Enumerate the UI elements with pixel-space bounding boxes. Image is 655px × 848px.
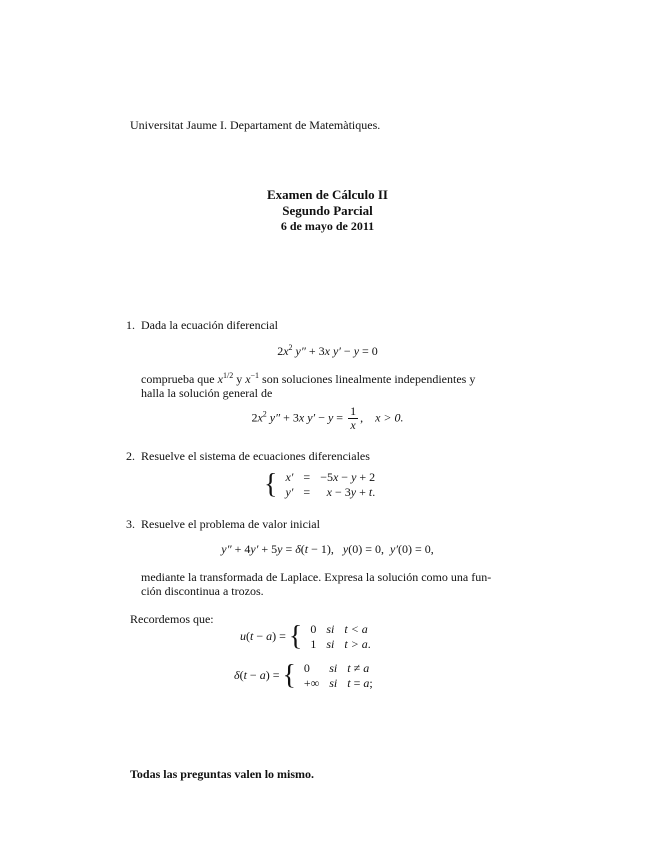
question-2-system: { x′ = −5x − y + 2 y′ = x − 3y + t. — [264, 469, 376, 500]
question-1-text-y: y — [236, 372, 243, 386]
question-1-equation: $2x^2$ y″ + 3x y′ − y = 0 — [277, 343, 378, 358]
question-3-text-a: mediante la transformada de Laplace. Expresa la solución como una fun- — [141, 570, 492, 584]
heaviside-definition: u(t − a) = { 0 si t < a 1 si t > a. — [240, 621, 371, 652]
question-2-intro: Resuelve el sistema de ecuaciones diferenciales — [141, 449, 370, 463]
question-1-intro: Dada la ecuación diferencial — [141, 318, 278, 332]
reminder-intro: Recordemos que: — [130, 612, 214, 626]
institution-header: Universitat Jaume I. Departament de Matemàtiques. — [130, 118, 381, 132]
question-3-number: 3. — [126, 517, 135, 531]
question-3-ivp: y″ + 4y′ + 5y = δ(t − 1), y(0) = 0, y′(0) = 0, — [221, 542, 434, 556]
footer-note: Todas las preguntas valen lo mismo. — [130, 767, 315, 781]
question-1-text-c: halla la solución general de — [141, 386, 273, 400]
question-1-text-a: comprueba que — [141, 372, 215, 386]
si-label: si — [329, 676, 338, 690]
si-label: si — [326, 622, 335, 636]
question-1-number: 1. — [126, 318, 135, 332]
question-1-text: comprueba que $x^{1/2}$ y $x^{-1}$ son soluciones linealmente independientes y — [141, 371, 476, 386]
question-1-text-b: son soluciones linealmente independientes y — [262, 372, 476, 386]
question-1-condition: x > 0. — [375, 410, 404, 425]
delta-definition: δ(t − a) = { 0 si t ≠ a +∞ si t = a; — [234, 660, 373, 691]
question-2-number: 2. — [126, 449, 135, 463]
exam-date: 6 de mayo de 2011 — [280, 219, 375, 233]
question-3-intro: Resuelve el problema de valor inicial — [141, 517, 320, 531]
si-label: si — [329, 661, 338, 675]
question-3-text-b: ción discontinua a trozos. — [141, 584, 264, 598]
question-1-general-equation: $2x^2$ y″ + 3x y′ − y = $\frac{1}{x}$ , x > 0. — [251, 404, 404, 432]
exam-title: Examen de Cálculo II — [267, 187, 388, 202]
si-label: si — [326, 637, 335, 651]
exam-subtitle: Segundo Parcial — [282, 203, 373, 218]
